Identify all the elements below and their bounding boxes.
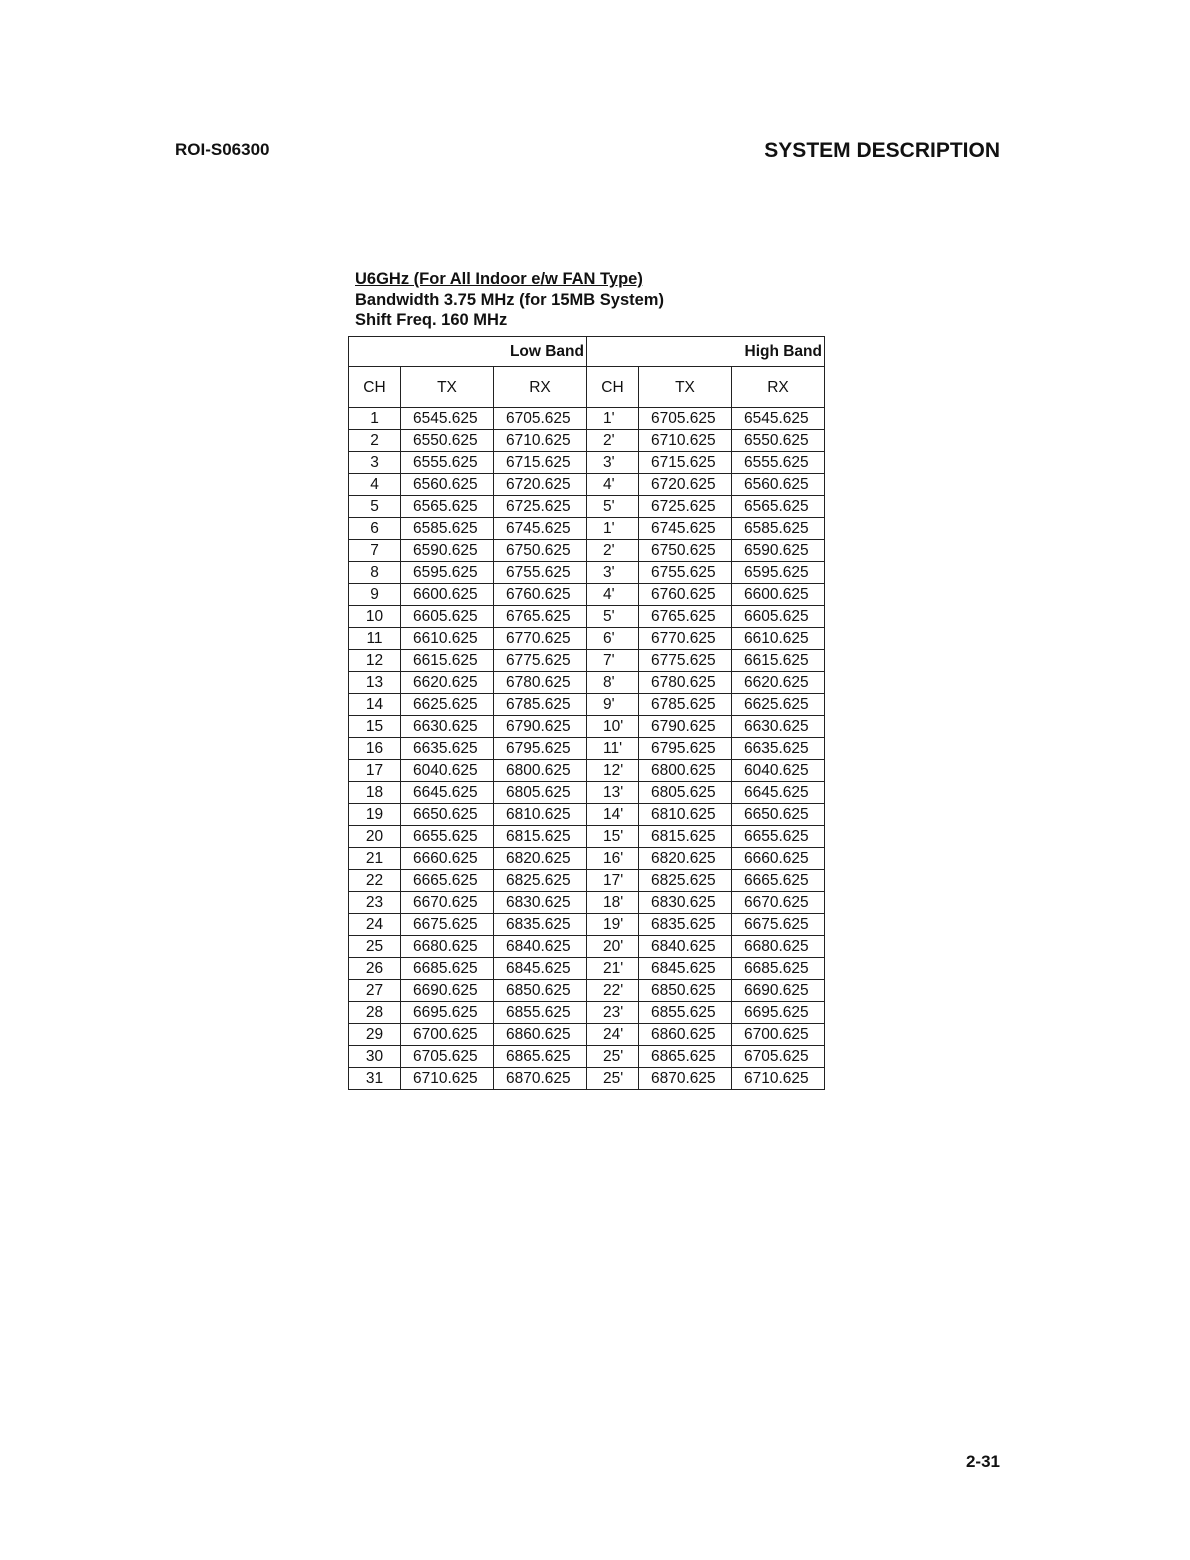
cell-tx-low: 6585.625 [401, 518, 494, 540]
cell-ch-high: 3' [587, 562, 639, 584]
cell-ch-low: 7 [349, 540, 401, 562]
cell-ch-high: 24' [587, 1024, 639, 1046]
cell-tx-high: 6780.625 [639, 672, 732, 694]
cell-tx-high: 6855.625 [639, 1002, 732, 1024]
cell-rx-low: 6790.625 [494, 716, 587, 738]
cell-tx-low: 6040.625 [401, 760, 494, 782]
cell-tx-low: 6635.625 [401, 738, 494, 760]
cell-ch-high: 23' [587, 1002, 639, 1024]
cell-ch-low: 9 [349, 584, 401, 606]
cell-ch-high: 22' [587, 980, 639, 1002]
caption-shift-freq: Shift Freq. 160 MHz [355, 311, 508, 329]
cell-tx-high: 6725.625 [639, 496, 732, 518]
cell-rx-low: 6865.625 [494, 1046, 587, 1068]
cell-ch-high: 2' [587, 540, 639, 562]
cell-ch-low: 1 [349, 408, 401, 430]
cell-ch-high: 13' [587, 782, 639, 804]
cell-ch-high: 15' [587, 826, 639, 848]
cell-ch-high: 1' [587, 518, 639, 540]
cell-tx-high: 6870.625 [639, 1068, 732, 1090]
cell-rx-low: 6840.625 [494, 936, 587, 958]
cell-ch-high: 6' [587, 628, 639, 650]
cell-ch-low: 23 [349, 892, 401, 914]
cell-rx-high: 6710.625 [732, 1068, 825, 1090]
cell-tx-high: 6750.625 [639, 540, 732, 562]
table-row [349, 980, 825, 1002]
cell-rx-low: 6845.625 [494, 958, 587, 980]
cell-rx-high: 6550.625 [732, 430, 825, 452]
cell-ch-low: 12 [349, 650, 401, 672]
cell-tx-high: 6790.625 [639, 716, 732, 738]
cell-tx-low: 6650.625 [401, 804, 494, 826]
cell-ch-low: 26 [349, 958, 401, 980]
cell-ch-high: 7' [587, 650, 639, 672]
cell-ch-low: 27 [349, 980, 401, 1002]
table-row [349, 782, 825, 804]
high-band-header: High Band [587, 337, 825, 367]
cell-rx-high: 6705.625 [732, 1046, 825, 1068]
table-row [349, 958, 825, 980]
cell-ch-low: 15 [349, 716, 401, 738]
cell-rx-high: 6680.625 [732, 936, 825, 958]
column-header-rx-low: RX [494, 367, 587, 408]
cell-rx-low: 6780.625 [494, 672, 587, 694]
cell-tx-high: 6800.625 [639, 760, 732, 782]
cell-ch-low: 28 [349, 1002, 401, 1024]
caption-bandwidth: Bandwidth 3.75 MHz (for 15MB System) [355, 290, 664, 309]
cell-ch-low: 3 [349, 452, 401, 474]
cell-tx-low: 6695.625 [401, 1002, 494, 1024]
table-row [349, 914, 825, 936]
cell-tx-high: 6765.625 [639, 606, 732, 628]
frequency-table-body [349, 408, 825, 1090]
cell-rx-high: 6595.625 [732, 562, 825, 584]
cell-rx-low: 6815.625 [494, 826, 587, 848]
cell-rx-low: 6835.625 [494, 914, 587, 936]
cell-rx-low: 6775.625 [494, 650, 587, 672]
cell-rx-high: 6650.625 [732, 804, 825, 826]
cell-rx-high: 6690.625 [732, 980, 825, 1002]
column-header-tx-high: TX [639, 367, 732, 408]
cell-tx-high: 6805.625 [639, 782, 732, 804]
cell-ch-low: 31 [349, 1068, 401, 1090]
cell-rx-low: 6800.625 [494, 760, 587, 782]
table-row [349, 452, 825, 474]
cell-rx-high: 6660.625 [732, 848, 825, 870]
cell-ch-low: 10 [349, 606, 401, 628]
cell-ch-high: 8' [587, 672, 639, 694]
caption-title: U6GHz (For All Indoor e/w FAN Type) [355, 270, 643, 288]
cell-rx-high: 6625.625 [732, 694, 825, 716]
cell-rx-low: 6810.625 [494, 804, 587, 826]
cell-rx-high: 6630.625 [732, 716, 825, 738]
cell-ch-low: 4 [349, 474, 401, 496]
cell-rx-low: 6765.625 [494, 606, 587, 628]
table-row [349, 826, 825, 848]
cell-ch-low: 30 [349, 1046, 401, 1068]
cell-rx-high: 6555.625 [732, 452, 825, 474]
table-row [349, 474, 825, 496]
frequency-table [348, 336, 825, 1090]
cell-tx-high: 6810.625 [639, 804, 732, 826]
cell-tx-low: 6615.625 [401, 650, 494, 672]
table-row [349, 628, 825, 650]
table-row [349, 804, 825, 826]
table-row [349, 430, 825, 452]
cell-rx-low: 6820.625 [494, 848, 587, 870]
table-row [349, 518, 825, 540]
cell-ch-high: 11' [587, 738, 639, 760]
table-row [349, 408, 825, 430]
cell-ch-low: 21 [349, 848, 401, 870]
cell-rx-high: 6685.625 [732, 958, 825, 980]
cell-ch-low: 11 [349, 628, 401, 650]
cell-tx-high: 6760.625 [639, 584, 732, 606]
cell-rx-low: 6860.625 [494, 1024, 587, 1046]
cell-ch-high: 21' [587, 958, 639, 980]
cell-rx-high: 6695.625 [732, 1002, 825, 1024]
cell-rx-high: 6655.625 [732, 826, 825, 848]
cell-rx-high: 6670.625 [732, 892, 825, 914]
cell-ch-high: 2' [587, 430, 639, 452]
table-row [349, 584, 825, 606]
cell-ch-low: 5 [349, 496, 401, 518]
cell-ch-low: 22 [349, 870, 401, 892]
table-row [349, 694, 825, 716]
cell-ch-low: 20 [349, 826, 401, 848]
cell-tx-high: 6795.625 [639, 738, 732, 760]
cell-ch-high: 25' [587, 1068, 639, 1090]
cell-ch-low: 18 [349, 782, 401, 804]
cell-tx-low: 6645.625 [401, 782, 494, 804]
cell-rx-low: 6725.625 [494, 496, 587, 518]
cell-rx-low: 6750.625 [494, 540, 587, 562]
table-row [349, 870, 825, 892]
cell-rx-low: 6805.625 [494, 782, 587, 804]
table-row [349, 650, 825, 672]
cell-rx-low: 6745.625 [494, 518, 587, 540]
cell-tx-low: 6590.625 [401, 540, 494, 562]
cell-rx-low: 6785.625 [494, 694, 587, 716]
cell-tx-high: 6705.625 [639, 408, 732, 430]
cell-rx-high: 6605.625 [732, 606, 825, 628]
frequency-table-container [348, 336, 825, 1090]
cell-tx-low: 6685.625 [401, 958, 494, 980]
table-row [349, 1024, 825, 1046]
cell-tx-high: 6850.625 [639, 980, 732, 1002]
cell-tx-low: 6630.625 [401, 716, 494, 738]
table-row [349, 738, 825, 760]
table-row [349, 1046, 825, 1068]
cell-ch-high: 25' [587, 1046, 639, 1068]
table-row [349, 1002, 825, 1024]
cell-ch-high: 19' [587, 914, 639, 936]
cell-rx-low: 6850.625 [494, 980, 587, 1002]
cell-tx-low: 6675.625 [401, 914, 494, 936]
cell-ch-high: 14' [587, 804, 639, 826]
cell-rx-high: 6675.625 [732, 914, 825, 936]
cell-ch-low: 8 [349, 562, 401, 584]
cell-tx-low: 6625.625 [401, 694, 494, 716]
low-band-header: Low Band [349, 337, 587, 367]
cell-rx-high: 6665.625 [732, 870, 825, 892]
cell-tx-high: 6770.625 [639, 628, 732, 650]
cell-ch-high: 20' [587, 936, 639, 958]
cell-rx-high: 6600.625 [732, 584, 825, 606]
cell-tx-low: 6555.625 [401, 452, 494, 474]
cell-tx-high: 6865.625 [639, 1046, 732, 1068]
cell-tx-low: 6665.625 [401, 870, 494, 892]
page-header-doc-id: ROI-S06300 [175, 140, 270, 159]
cell-tx-low: 6670.625 [401, 892, 494, 914]
table-row [349, 562, 825, 584]
cell-tx-high: 6825.625 [639, 870, 732, 892]
cell-tx-high: 6710.625 [639, 430, 732, 452]
cell-ch-high: 4' [587, 474, 639, 496]
page-number: 2-31 [965, 1452, 1000, 1471]
cell-tx-low: 6565.625 [401, 496, 494, 518]
table-caption [355, 269, 664, 331]
column-header-ch-low: CH [349, 367, 401, 408]
cell-ch-high: 1' [587, 408, 639, 430]
cell-tx-high: 6715.625 [639, 452, 732, 474]
cell-tx-low: 6680.625 [401, 936, 494, 958]
cell-rx-high: 6610.625 [732, 628, 825, 650]
cell-rx-low: 6795.625 [494, 738, 587, 760]
cell-tx-low: 6655.625 [401, 826, 494, 848]
cell-rx-low: 6855.625 [494, 1002, 587, 1024]
cell-rx-high: 6040.625 [732, 760, 825, 782]
cell-tx-low: 6610.625 [401, 628, 494, 650]
cell-ch-low: 16 [349, 738, 401, 760]
cell-ch-high: 12' [587, 760, 639, 782]
cell-rx-high: 6645.625 [732, 782, 825, 804]
cell-rx-high: 6635.625 [732, 738, 825, 760]
cell-ch-high: 17' [587, 870, 639, 892]
cell-tx-low: 6560.625 [401, 474, 494, 496]
cell-rx-high: 6590.625 [732, 540, 825, 562]
cell-rx-low: 6715.625 [494, 452, 587, 474]
cell-ch-high: 9' [587, 694, 639, 716]
cell-ch-low: 6 [349, 518, 401, 540]
cell-tx-high: 6745.625 [639, 518, 732, 540]
cell-ch-low: 13 [349, 672, 401, 694]
cell-tx-low: 6710.625 [401, 1068, 494, 1090]
cell-tx-high: 6785.625 [639, 694, 732, 716]
cell-tx-high: 6815.625 [639, 826, 732, 848]
cell-rx-low: 6710.625 [494, 430, 587, 452]
cell-tx-high: 6820.625 [639, 848, 732, 870]
cell-tx-high: 6720.625 [639, 474, 732, 496]
band-header-row [349, 337, 825, 367]
table-row [349, 848, 825, 870]
cell-rx-high: 6615.625 [732, 650, 825, 672]
table-row [349, 936, 825, 958]
cell-tx-high: 6840.625 [639, 936, 732, 958]
cell-tx-low: 6605.625 [401, 606, 494, 628]
cell-rx-low: 6705.625 [494, 408, 587, 430]
cell-tx-low: 6545.625 [401, 408, 494, 430]
column-header-ch-high: CH [587, 367, 639, 408]
cell-tx-high: 6755.625 [639, 562, 732, 584]
table-row [349, 716, 825, 738]
cell-rx-low: 6720.625 [494, 474, 587, 496]
cell-ch-high: 10' [587, 716, 639, 738]
cell-tx-high: 6860.625 [639, 1024, 732, 1046]
cell-rx-low: 6760.625 [494, 584, 587, 606]
cell-tx-high: 6830.625 [639, 892, 732, 914]
cell-rx-high: 6585.625 [732, 518, 825, 540]
cell-tx-low: 6705.625 [401, 1046, 494, 1068]
column-header-tx-low: TX [401, 367, 494, 408]
cell-tx-high: 6775.625 [639, 650, 732, 672]
cell-ch-high: 5' [587, 496, 639, 518]
cell-tx-low: 6600.625 [401, 584, 494, 606]
table-row [349, 1068, 825, 1090]
cell-rx-high: 6560.625 [732, 474, 825, 496]
cell-tx-low: 6620.625 [401, 672, 494, 694]
cell-ch-low: 17 [349, 760, 401, 782]
table-row [349, 606, 825, 628]
table-row [349, 892, 825, 914]
cell-ch-high: 16' [587, 848, 639, 870]
cell-ch-low: 24 [349, 914, 401, 936]
cell-ch-low: 19 [349, 804, 401, 826]
column-header-row [349, 367, 825, 408]
column-header-rx-high: RX [732, 367, 825, 408]
cell-ch-high: 18' [587, 892, 639, 914]
cell-tx-low: 6690.625 [401, 980, 494, 1002]
cell-tx-high: 6845.625 [639, 958, 732, 980]
cell-tx-low: 6550.625 [401, 430, 494, 452]
cell-rx-high: 6545.625 [732, 408, 825, 430]
cell-ch-high: 4' [587, 584, 639, 606]
page-header-section-title: SYSTEM DESCRIPTION [764, 139, 1000, 162]
cell-rx-low: 6770.625 [494, 628, 587, 650]
cell-tx-low: 6595.625 [401, 562, 494, 584]
cell-ch-low: 29 [349, 1024, 401, 1046]
table-row [349, 672, 825, 694]
cell-rx-low: 6825.625 [494, 870, 587, 892]
cell-rx-high: 6620.625 [732, 672, 825, 694]
table-row [349, 760, 825, 782]
cell-rx-high: 6700.625 [732, 1024, 825, 1046]
cell-ch-high: 5' [587, 606, 639, 628]
cell-rx-low: 6755.625 [494, 562, 587, 584]
cell-rx-low: 6830.625 [494, 892, 587, 914]
cell-ch-low: 14 [349, 694, 401, 716]
cell-tx-high: 6835.625 [639, 914, 732, 936]
cell-ch-low: 2 [349, 430, 401, 452]
table-row [349, 540, 825, 562]
cell-ch-low: 25 [349, 936, 401, 958]
table-row [349, 496, 825, 518]
cell-tx-low: 6660.625 [401, 848, 494, 870]
cell-rx-high: 6565.625 [732, 496, 825, 518]
cell-ch-high: 3' [587, 452, 639, 474]
cell-tx-low: 6700.625 [401, 1024, 494, 1046]
cell-rx-low: 6870.625 [494, 1068, 587, 1090]
